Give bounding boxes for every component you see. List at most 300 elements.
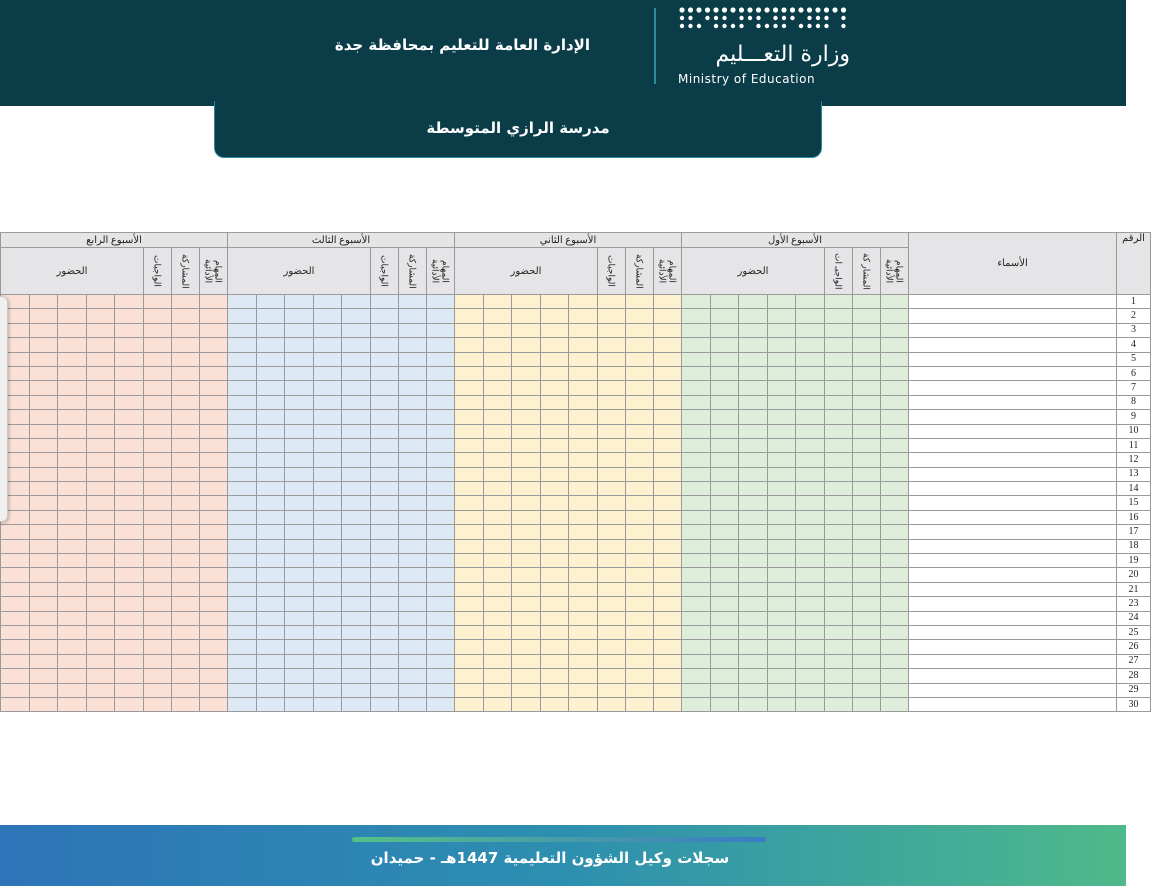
grade-cell[interactable] [483, 438, 512, 452]
grade-cell[interactable] [256, 525, 285, 539]
grade-cell[interactable] [625, 510, 653, 524]
grade-cell[interactable] [881, 424, 909, 438]
grade-cell[interactable] [853, 438, 881, 452]
grade-cell[interactable] [454, 482, 483, 496]
grade-cell[interactable] [86, 482, 115, 496]
grade-cell[interactable] [625, 309, 653, 323]
grade-cell[interactable] [256, 438, 285, 452]
grade-cell[interactable] [625, 539, 653, 553]
grade-cell[interactable] [58, 539, 87, 553]
grade-cell[interactable] [739, 395, 768, 409]
grade-cell[interactable] [739, 654, 768, 668]
grade-cell[interactable] [540, 697, 569, 711]
grade-cell[interactable] [881, 568, 909, 582]
grade-cell[interactable] [86, 366, 115, 380]
grade-cell[interactable] [86, 654, 115, 668]
grade-cell[interactable] [199, 554, 227, 568]
grade-cell[interactable] [825, 597, 853, 611]
grade-cell[interactable] [881, 510, 909, 524]
grade-cell[interactable] [853, 640, 881, 654]
grade-cell[interactable] [767, 496, 796, 510]
grade-cell[interactable] [426, 582, 454, 596]
grade-cell[interactable] [143, 366, 171, 380]
grade-cell[interactable] [540, 625, 569, 639]
grade-cell[interactable] [881, 582, 909, 596]
grade-cell[interactable] [285, 338, 314, 352]
student-name-cell[interactable] [909, 597, 1117, 611]
grade-cell[interactable] [58, 568, 87, 582]
grade-cell[interactable] [115, 697, 144, 711]
grade-cell[interactable] [1, 611, 30, 625]
grade-cell[interactable] [540, 654, 569, 668]
grade-cell[interactable] [540, 597, 569, 611]
student-name-cell[interactable] [909, 654, 1117, 668]
grade-cell[interactable] [540, 640, 569, 654]
grade-cell[interactable] [653, 395, 681, 409]
grade-cell[interactable] [881, 453, 909, 467]
grade-cell[interactable] [512, 597, 541, 611]
grade-cell[interactable] [681, 640, 710, 654]
grade-cell[interactable] [143, 640, 171, 654]
grade-cell[interactable] [796, 309, 825, 323]
grade-cell[interactable] [86, 438, 115, 452]
grade-cell[interactable] [171, 568, 199, 582]
grade-cell[interactable] [29, 597, 58, 611]
grade-cell[interactable] [115, 683, 144, 697]
student-name-cell[interactable] [909, 309, 1117, 323]
grade-cell[interactable] [853, 482, 881, 496]
grade-cell[interactable] [483, 410, 512, 424]
grade-cell[interactable] [29, 381, 58, 395]
grade-cell[interactable] [767, 654, 796, 668]
grade-cell[interactable] [313, 381, 342, 395]
grade-cell[interactable] [710, 697, 739, 711]
grade-cell[interactable] [512, 654, 541, 668]
grade-cell[interactable] [256, 338, 285, 352]
grade-cell[interactable] [29, 582, 58, 596]
grade-cell[interactable] [767, 467, 796, 481]
grade-cell[interactable] [426, 496, 454, 510]
grade-cell[interactable] [342, 309, 371, 323]
grade-cell[interactable] [512, 539, 541, 553]
grade-cell[interactable] [256, 510, 285, 524]
student-name-cell[interactable] [909, 669, 1117, 683]
grade-cell[interactable] [426, 640, 454, 654]
grade-cell[interactable] [681, 295, 710, 309]
grade-cell[interactable] [825, 525, 853, 539]
grade-cell[interactable] [1, 597, 30, 611]
grade-cell[interactable] [285, 539, 314, 553]
student-name-cell[interactable] [909, 625, 1117, 639]
grade-cell[interactable] [569, 640, 598, 654]
grade-cell[interactable] [29, 453, 58, 467]
grade-cell[interactable] [569, 525, 598, 539]
grade-cell[interactable] [881, 338, 909, 352]
grade-cell[interactable] [653, 683, 681, 697]
grade-cell[interactable] [398, 424, 426, 438]
grade-cell[interactable] [171, 683, 199, 697]
grade-cell[interactable] [739, 309, 768, 323]
grade-cell[interactable] [454, 438, 483, 452]
grade-cell[interactable] [540, 683, 569, 697]
grade-cell[interactable] [29, 568, 58, 582]
grade-cell[interactable] [342, 654, 371, 668]
grade-cell[interactable] [796, 697, 825, 711]
grade-cell[interactable] [512, 323, 541, 337]
grade-cell[interactable] [143, 352, 171, 366]
grade-cell[interactable] [143, 611, 171, 625]
grade-cell[interactable] [597, 510, 625, 524]
grade-cell[interactable] [653, 611, 681, 625]
grade-cell[interactable] [767, 625, 796, 639]
grade-cell[interactable] [171, 611, 199, 625]
student-name-cell[interactable] [909, 395, 1117, 409]
grade-cell[interactable] [767, 323, 796, 337]
grade-cell[interactable] [454, 453, 483, 467]
grade-cell[interactable] [540, 582, 569, 596]
grade-cell[interactable] [370, 323, 398, 337]
grade-cell[interactable] [1, 554, 30, 568]
grade-cell[interactable] [739, 424, 768, 438]
grade-cell[interactable] [256, 309, 285, 323]
grade-cell[interactable] [227, 309, 256, 323]
grade-cell[interactable] [143, 496, 171, 510]
grade-cell[interactable] [171, 381, 199, 395]
grade-cell[interactable] [739, 381, 768, 395]
grade-cell[interactable] [569, 611, 598, 625]
grade-cell[interactable] [710, 539, 739, 553]
grade-cell[interactable] [569, 568, 598, 582]
grade-cell[interactable] [483, 539, 512, 553]
grade-cell[interactable] [199, 539, 227, 553]
grade-cell[interactable] [426, 554, 454, 568]
grade-cell[interactable] [227, 669, 256, 683]
grade-cell[interactable] [342, 568, 371, 582]
grade-cell[interactable] [398, 525, 426, 539]
grade-cell[interactable] [483, 338, 512, 352]
grade-cell[interactable] [739, 597, 768, 611]
grade-cell[interactable] [653, 697, 681, 711]
grade-cell[interactable] [853, 352, 881, 366]
grade-cell[interactable] [285, 510, 314, 524]
grade-cell[interactable] [540, 669, 569, 683]
grade-cell[interactable] [199, 669, 227, 683]
grade-cell[interactable] [653, 669, 681, 683]
grade-cell[interactable] [483, 352, 512, 366]
grade-cell[interactable] [342, 539, 371, 553]
grade-cell[interactable] [426, 453, 454, 467]
grade-cell[interactable] [58, 309, 87, 323]
grade-cell[interactable] [29, 496, 58, 510]
grade-cell[interactable] [796, 482, 825, 496]
grade-cell[interactable] [512, 625, 541, 639]
grade-cell[interactable] [313, 338, 342, 352]
grade-cell[interactable] [143, 525, 171, 539]
grade-cell[interactable] [370, 424, 398, 438]
grade-cell[interactable] [767, 438, 796, 452]
grade-cell[interactable] [1, 625, 30, 639]
grade-cell[interactable] [58, 496, 87, 510]
grade-cell[interactable] [625, 683, 653, 697]
grade-cell[interactable] [398, 482, 426, 496]
grade-cell[interactable] [342, 597, 371, 611]
grade-cell[interactable] [313, 366, 342, 380]
grade-cell[interactable] [767, 309, 796, 323]
grade-cell[interactable] [597, 352, 625, 366]
grade-cell[interactable] [29, 554, 58, 568]
grade-cell[interactable] [653, 424, 681, 438]
grade-cell[interactable] [597, 669, 625, 683]
grade-cell[interactable] [512, 510, 541, 524]
grade-cell[interactable] [597, 323, 625, 337]
grade-cell[interactable] [569, 438, 598, 452]
grade-cell[interactable] [398, 366, 426, 380]
grade-cell[interactable] [710, 568, 739, 582]
grade-cell[interactable] [853, 554, 881, 568]
grade-cell[interactable] [710, 438, 739, 452]
grade-cell[interactable] [569, 582, 598, 596]
grade-cell[interactable] [454, 640, 483, 654]
grade-cell[interactable] [512, 453, 541, 467]
grade-cell[interactable] [1, 525, 30, 539]
grade-cell[interactable] [625, 338, 653, 352]
grade-cell[interactable] [143, 669, 171, 683]
grade-cell[interactable] [171, 482, 199, 496]
grade-cell[interactable] [796, 525, 825, 539]
grade-cell[interactable] [227, 453, 256, 467]
grade-cell[interactable] [681, 597, 710, 611]
grade-cell[interactable] [143, 539, 171, 553]
grade-cell[interactable] [739, 410, 768, 424]
grade-cell[interactable] [143, 410, 171, 424]
grade-cell[interactable] [597, 683, 625, 697]
grade-cell[interactable] [199, 424, 227, 438]
grade-cell[interactable] [681, 496, 710, 510]
grade-cell[interactable] [256, 697, 285, 711]
grade-cell[interactable] [540, 424, 569, 438]
grade-cell[interactable] [313, 625, 342, 639]
grade-cell[interactable] [313, 424, 342, 438]
grade-cell[interactable] [58, 640, 87, 654]
grade-cell[interactable] [625, 295, 653, 309]
grade-cell[interactable] [512, 381, 541, 395]
grade-cell[interactable] [767, 295, 796, 309]
grade-cell[interactable] [454, 424, 483, 438]
grade-cell[interactable] [171, 597, 199, 611]
grade-cell[interactable] [454, 554, 483, 568]
grade-cell[interactable] [285, 582, 314, 596]
grade-cell[interactable] [710, 467, 739, 481]
grade-cell[interactable] [681, 554, 710, 568]
grade-cell[interactable] [597, 640, 625, 654]
grade-cell[interactable] [398, 554, 426, 568]
grade-cell[interactable] [653, 496, 681, 510]
grade-cell[interactable] [426, 683, 454, 697]
grade-cell[interactable] [426, 510, 454, 524]
grade-cell[interactable] [86, 625, 115, 639]
grade-cell[interactable] [313, 438, 342, 452]
grade-cell[interactable] [540, 568, 569, 582]
grade-cell[interactable] [681, 395, 710, 409]
grade-cell[interactable] [853, 467, 881, 481]
grade-cell[interactable] [313, 654, 342, 668]
grade-cell[interactable] [881, 697, 909, 711]
grade-cell[interactable] [653, 338, 681, 352]
grade-cell[interactable] [285, 640, 314, 654]
grade-cell[interactable] [143, 582, 171, 596]
grade-cell[interactable] [881, 539, 909, 553]
grade-cell[interactable] [569, 625, 598, 639]
grade-cell[interactable] [569, 424, 598, 438]
grade-cell[interactable] [1, 640, 30, 654]
grade-cell[interactable] [256, 669, 285, 683]
grade-cell[interactable] [739, 683, 768, 697]
grade-cell[interactable] [199, 654, 227, 668]
grade-cell[interactable] [342, 453, 371, 467]
grade-cell[interactable] [285, 597, 314, 611]
grade-cell[interactable] [313, 482, 342, 496]
grade-cell[interactable] [370, 640, 398, 654]
grade-cell[interactable] [853, 597, 881, 611]
grade-cell[interactable] [285, 323, 314, 337]
grade-cell[interactable] [454, 611, 483, 625]
grade-cell[interactable] [653, 597, 681, 611]
grade-cell[interactable] [653, 625, 681, 639]
grade-cell[interactable] [739, 366, 768, 380]
grade-cell[interactable] [143, 309, 171, 323]
grade-cell[interactable] [143, 554, 171, 568]
grade-cell[interactable] [86, 295, 115, 309]
grade-cell[interactable] [597, 453, 625, 467]
grade-cell[interactable] [767, 582, 796, 596]
grade-cell[interactable] [398, 611, 426, 625]
grade-cell[interactable] [625, 438, 653, 452]
grade-cell[interactable] [454, 410, 483, 424]
grade-cell[interactable] [681, 424, 710, 438]
grade-cell[interactable] [227, 554, 256, 568]
grade-cell[interactable] [370, 496, 398, 510]
grade-cell[interactable] [540, 467, 569, 481]
grade-cell[interactable] [881, 395, 909, 409]
grade-cell[interactable] [29, 510, 58, 524]
grade-cell[interactable] [398, 625, 426, 639]
grade-cell[interactable] [285, 496, 314, 510]
grade-cell[interactable] [256, 640, 285, 654]
grade-cell[interactable] [1, 582, 30, 596]
grade-cell[interactable] [853, 525, 881, 539]
grade-cell[interactable] [426, 309, 454, 323]
grade-cell[interactable] [171, 323, 199, 337]
grade-cell[interactable] [426, 525, 454, 539]
grade-cell[interactable] [825, 395, 853, 409]
grade-cell[interactable] [681, 467, 710, 481]
grade-cell[interactable] [540, 338, 569, 352]
grade-cell[interactable] [227, 568, 256, 582]
grade-cell[interactable] [540, 482, 569, 496]
grade-cell[interactable] [739, 496, 768, 510]
grade-cell[interactable] [540, 525, 569, 539]
grade-cell[interactable] [796, 625, 825, 639]
grade-cell[interactable] [653, 467, 681, 481]
grade-cell[interactable] [285, 366, 314, 380]
grade-cell[interactable] [285, 625, 314, 639]
grade-cell[interactable] [853, 654, 881, 668]
grade-cell[interactable] [115, 309, 144, 323]
grade-cell[interactable] [483, 525, 512, 539]
grade-cell[interactable] [58, 295, 87, 309]
grade-cell[interactable] [86, 554, 115, 568]
grade-cell[interactable] [483, 625, 512, 639]
grade-cell[interactable] [825, 438, 853, 452]
grade-cell[interactable] [681, 539, 710, 553]
grade-cell[interactable] [710, 338, 739, 352]
grade-cell[interactable] [454, 381, 483, 395]
grade-cell[interactable] [597, 381, 625, 395]
grade-cell[interactable] [426, 366, 454, 380]
grade-cell[interactable] [796, 323, 825, 337]
grade-cell[interactable] [454, 568, 483, 582]
grade-cell[interactable] [29, 338, 58, 352]
grade-cell[interactable] [796, 395, 825, 409]
grade-cell[interactable] [881, 669, 909, 683]
grade-cell[interactable] [483, 683, 512, 697]
grade-cell[interactable] [825, 625, 853, 639]
grade-cell[interactable] [115, 568, 144, 582]
grade-cell[interactable] [342, 697, 371, 711]
grade-cell[interactable] [454, 510, 483, 524]
grade-cell[interactable] [370, 510, 398, 524]
grade-cell[interactable] [256, 295, 285, 309]
grade-cell[interactable] [426, 654, 454, 668]
grade-cell[interactable] [625, 424, 653, 438]
student-name-cell[interactable] [909, 453, 1117, 467]
grade-cell[interactable] [29, 352, 58, 366]
grade-cell[interactable] [398, 453, 426, 467]
grade-cell[interactable] [256, 625, 285, 639]
grade-cell[interactable] [569, 510, 598, 524]
grade-cell[interactable] [313, 568, 342, 582]
grade-cell[interactable] [597, 697, 625, 711]
grade-cell[interactable] [653, 352, 681, 366]
grade-cell[interactable] [653, 366, 681, 380]
grade-cell[interactable] [370, 525, 398, 539]
grade-cell[interactable] [767, 395, 796, 409]
grade-cell[interactable] [58, 683, 87, 697]
grade-cell[interactable] [86, 309, 115, 323]
grade-cell[interactable] [767, 352, 796, 366]
student-name-cell[interactable] [909, 295, 1117, 309]
grade-cell[interactable] [115, 366, 144, 380]
grade-cell[interactable] [767, 669, 796, 683]
grade-cell[interactable] [171, 295, 199, 309]
grade-cell[interactable] [171, 582, 199, 596]
grade-cell[interactable] [115, 510, 144, 524]
grade-cell[interactable] [342, 438, 371, 452]
grade-cell[interactable] [227, 381, 256, 395]
grade-cell[interactable] [681, 309, 710, 323]
grade-cell[interactable] [171, 366, 199, 380]
grade-cell[interactable] [256, 597, 285, 611]
grade-cell[interactable] [767, 381, 796, 395]
grade-cell[interactable] [625, 352, 653, 366]
grade-cell[interactable] [796, 366, 825, 380]
grade-cell[interactable] [342, 611, 371, 625]
grade-cell[interactable] [540, 295, 569, 309]
grade-cell[interactable] [681, 697, 710, 711]
grade-cell[interactable] [767, 597, 796, 611]
grade-cell[interactable] [853, 669, 881, 683]
grade-cell[interactable] [597, 539, 625, 553]
